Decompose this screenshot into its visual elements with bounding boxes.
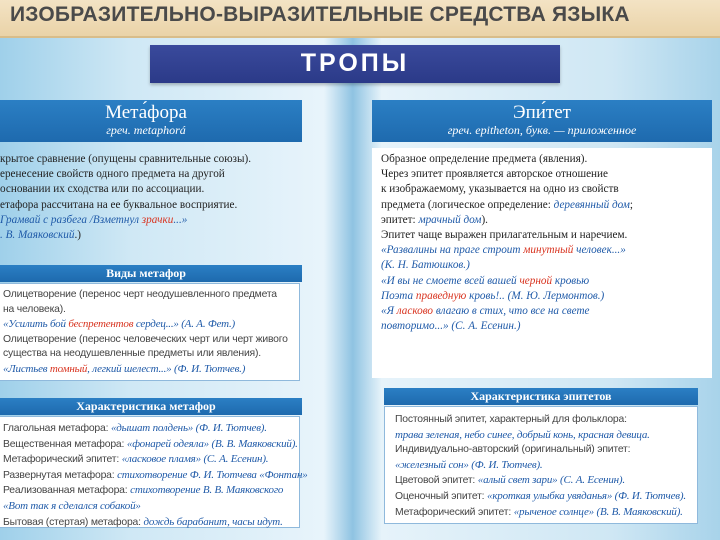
epithet-traits-panel — [384, 406, 698, 524]
epithet-definition — [372, 148, 712, 378]
example-author: (А. А. Фет.) — [178, 318, 235, 331]
trait-row — [3, 515, 299, 531]
trait-example: «фонарей одеяла» — [126, 437, 209, 450]
line-text: эпитет: — [381, 213, 419, 226]
trait-row — [395, 473, 697, 489]
epithet-subtitle: греч. epitheton, букв. — приложенное — [447, 123, 637, 137]
tropes-banner — [150, 45, 560, 83]
quote-text: человек...» — [573, 244, 626, 257]
epithet-line — [381, 213, 712, 228]
example-highlight: томный — [49, 362, 88, 375]
page-title: ИЗОБРАЗИТЕЛЬНО-ВЫРАЗИТЕЛЬНЫЕ СРЕДСТВА ЯЗЫКА — [10, 3, 630, 26]
kinds-line: существа на неодушевленные предметы или явления). — [3, 348, 261, 360]
quote-text: «И вы не смоете всей вашей — [381, 274, 520, 287]
quote-highlight: минутный — [523, 244, 574, 257]
trait-row — [395, 505, 697, 521]
quote-highlight: праведную — [415, 289, 467, 302]
trait-row — [3, 421, 299, 437]
metaphor-title: Мета́фора — [105, 102, 187, 123]
quote-text: ...» — [173, 213, 188, 226]
epithet-quote — [381, 274, 712, 289]
trait-author: (Ф. И. Тютчев). — [193, 422, 267, 434]
metaphor-subtitle: греч. metaphorá — [106, 123, 186, 137]
trait-row — [395, 428, 697, 444]
trait-example: «Вот так я сделался собакой» — [3, 499, 141, 512]
trait-label: Оценочный эпитет: — [395, 490, 488, 502]
metaphor-quote — [0, 213, 251, 228]
epithet-line: Образное определение предмета (явления). — [381, 153, 588, 165]
epithet-line — [381, 198, 712, 213]
line-text: ). — [481, 213, 488, 226]
epithet-quote — [381, 289, 712, 304]
quote-text: «Я — [381, 305, 397, 318]
trait-example: трава зеленая, небо синее, добрый конь, красная девица. — [395, 428, 650, 441]
example-author: (Ф. И. Тютчев.) — [171, 362, 246, 375]
epithet-quote — [381, 304, 712, 319]
trait-row — [3, 468, 308, 484]
trait-label: Цветовой эпитет: — [395, 475, 478, 487]
quote-highlight: зрачки — [141, 213, 174, 226]
metaphor-author — [0, 228, 251, 243]
metaphor-kinds-panel — [0, 283, 300, 381]
example-highlight: беспретентов — [68, 318, 134, 331]
metaphor-header — [0, 100, 302, 142]
metaphor-kinds-header: Виды метафор — [0, 265, 302, 282]
epithet-traits-header: Характеристика эпитетов — [384, 388, 698, 405]
metaphor-definition — [0, 152, 251, 243]
metaphor-line: крытое сравнение (опущены сравнительные союзы). — [0, 153, 252, 165]
trait-label: Вещественная метафора: — [3, 438, 127, 450]
epithet-line: Через эпитет проявляется авторское отношение — [381, 168, 608, 181]
trait-author: (С. А. Есенин). — [557, 474, 625, 487]
quote-author: . В. Маяковский — [0, 229, 75, 242]
line-example: деревянный дом — [553, 198, 630, 211]
quote-text: кровью — [552, 274, 590, 287]
metaphor-line: етафора рассчитана на ее буквальное восприятие. — [0, 198, 238, 211]
trait-label: Бытовая (стертая) метафора: — [3, 516, 144, 528]
trait-example: стихотворение В. В. Маяковского — [130, 484, 284, 497]
quote-highlight: черной — [519, 274, 553, 287]
trait-row — [3, 499, 299, 515]
quote-text: повторимо...» — [381, 320, 449, 333]
trait-example: «кроткая улыбка увяданья» — [487, 489, 613, 502]
quote-author: (С. А. Есенин.) — [448, 320, 521, 333]
epithet-quote — [381, 319, 712, 334]
kinds-line: на человека). — [3, 303, 66, 315]
header-bar — [0, 0, 720, 38]
quote-text: «Развалины на праге строит — [381, 244, 524, 257]
quote-text: Грамвай с разбега /Взметнул — [0, 213, 142, 226]
trait-author: (Ф. И. Тютчев). — [612, 489, 686, 502]
trait-example: дождь барабанит, часы идут. — [143, 515, 283, 528]
trait-author: (С. А. Есенин). — [200, 453, 269, 466]
trait-example: «дышат полдень» — [110, 422, 194, 434]
epithet-title: Эпи́тет — [513, 102, 571, 123]
kinds-line: Олицетворение (перенос черт неодушевленного предмета — [3, 289, 277, 300]
trait-label: Метафорический эпитет: — [3, 454, 122, 466]
line-example: мрачный дом — [418, 213, 482, 226]
epithet-line: Эпитет чаще выражен прилагательным и наречием. — [381, 229, 628, 242]
quote-text: влагаю в стих, что все на свете — [433, 305, 590, 318]
metaphor-line: еренесение свойств одного предмета на другой — [0, 168, 225, 181]
trait-row — [3, 483, 299, 499]
trait-label: Развернутая метафора: — [3, 469, 118, 481]
trait-label: Глагольная метафора: — [3, 423, 111, 434]
trait-author: (Ф. И. Тютчев). — [468, 458, 543, 471]
trait-example: «рыченое солнце» — [513, 505, 594, 518]
example-text: «Листьев — [3, 362, 50, 375]
line-text: ; — [629, 198, 634, 211]
metaphor-traits-header: Характеристика метафор — [0, 398, 302, 415]
trait-row — [3, 437, 299, 453]
trait-example: «алый свет зари» — [477, 474, 558, 487]
trait-row — [395, 458, 697, 474]
trait-label: Реализованная метафора: — [3, 485, 131, 497]
quote-author-tail: .) — [74, 229, 82, 242]
trait-label: Метафорический эпитет: — [395, 506, 514, 518]
epithet-quote — [381, 243, 712, 258]
line-text: предмета (логическое определение: — [381, 198, 554, 211]
metaphor-line: основании их сходства или по ассоциации. — [0, 183, 205, 196]
quote-highlight: ласково — [396, 305, 434, 318]
example-text: , легкий шелест...» — [87, 362, 172, 375]
quote-text: кровь!.. — [466, 289, 505, 302]
trait-example: «железный сон» — [395, 458, 469, 471]
trait-example: «ласковое пламя» — [121, 453, 201, 466]
trait-row: Постоянный эпитет, характерный для фольклора: — [395, 414, 627, 425]
epithet-quote — [381, 258, 712, 273]
trait-row — [395, 489, 697, 505]
quote-text: Поэта — [381, 289, 416, 302]
trait-row: Индивидуально-авторский (оригинальный) эпитет: — [395, 444, 631, 456]
example-text: «Усилить бой — [3, 318, 69, 331]
trait-row — [3, 452, 299, 468]
kinds-example — [3, 317, 299, 333]
quote-author: (К. Н. Батюшков.) — [381, 259, 470, 272]
trait-example: стихотворение Ф. И. Тютчева «Фонтан» — [117, 468, 308, 481]
trait-author: (В. В. Маяковский). — [593, 505, 683, 518]
epithet-line: к изображаемому, указывается на одно из свойств — [381, 183, 619, 196]
banner-title: ТРОПЫ — [300, 49, 410, 77]
kinds-line: Олицетворение (перенос человеческих черт или черт живого — [3, 333, 288, 345]
epithet-header — [372, 100, 712, 142]
example-text: сердец...» — [133, 318, 179, 331]
quote-author: (М. Ю. Лермонтов.) — [504, 289, 605, 302]
metaphor-traits-panel — [0, 416, 308, 528]
trait-author: (В. В. Маяковский). — [208, 437, 298, 450]
kinds-example — [3, 362, 299, 378]
